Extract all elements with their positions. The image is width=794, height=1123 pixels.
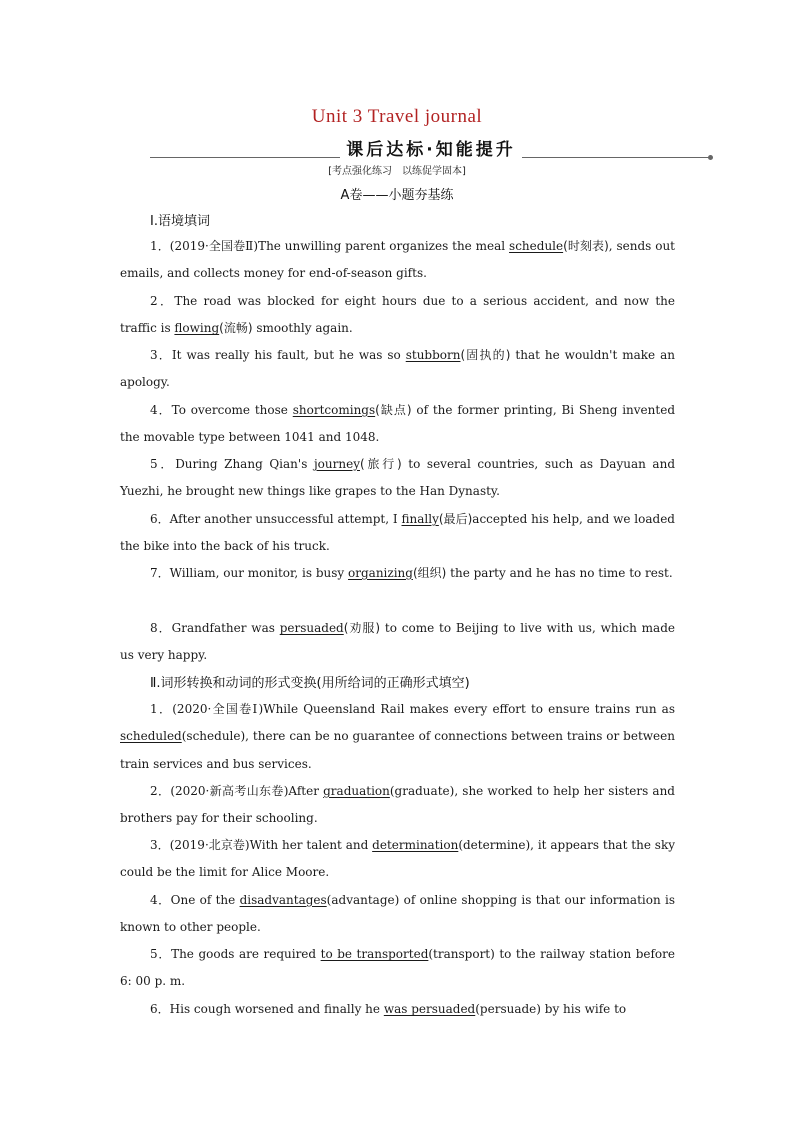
question-text: 4．One of the xyxy=(150,893,240,907)
answer-blank: organizing xyxy=(348,566,413,580)
question-item xyxy=(120,832,675,887)
question-text: that he wouldn't make an apology. xyxy=(120,348,675,390)
answer-blank: journey xyxy=(313,457,360,471)
hint: (劝服) xyxy=(343,621,381,635)
question-text: to come to Beijing to live with us, which made us very happy. xyxy=(120,621,675,663)
answer-blank: was persuaded xyxy=(383,1002,476,1016)
question-text: 2．(2020·新高考山东卷)After xyxy=(150,784,324,798)
question-text: 4．To overcome those xyxy=(150,403,293,417)
question-text: 5．During Zhang Qian's xyxy=(150,457,314,471)
question-text: 2．The road was blocked for eight hours due to a serious accident, and now the traffic is xyxy=(120,294,675,336)
question-text: , sends out emails, and collects money for end-of-season gifts. xyxy=(120,239,676,281)
question-item xyxy=(120,696,675,778)
question-text: 3．It was really his fault, but he was so xyxy=(150,348,406,362)
answer-blank: stubborn xyxy=(405,348,461,362)
question-item xyxy=(120,778,675,833)
question-text: , she worked to help her sisters and brothers pay for their schooling. xyxy=(120,784,675,826)
question-item xyxy=(120,397,675,452)
question-text: 6．His cough worsened and finally he xyxy=(150,1002,384,1016)
question-item xyxy=(120,288,675,343)
question-text: 5．The goods are required xyxy=(150,947,321,961)
hint: (流畅) xyxy=(219,321,253,336)
answer-blank: to be transported xyxy=(320,947,429,961)
question-text: of the former printing, Bi Sheng invented the movable type between 1041 and 1048. xyxy=(120,403,675,445)
question-item xyxy=(120,233,675,288)
hint: (persuade) xyxy=(475,1002,541,1016)
question-text: 8．Grandfather was xyxy=(150,621,280,635)
hint: (transport) xyxy=(428,947,495,961)
hint: (determine) xyxy=(458,838,531,852)
question-item xyxy=(120,342,675,397)
answer-blank: graduation xyxy=(323,784,390,798)
question-text: accepted his help, and we loaded the bike into the back of his truck. xyxy=(120,512,675,554)
hint: (schedule) xyxy=(181,729,246,744)
question-text: 6．After another unsuccessful attempt, I xyxy=(150,512,402,526)
question-text: to the railway station before 6: 00 p. m. xyxy=(120,947,675,989)
unit-title: Unit 3 Travel journal xyxy=(311,106,483,127)
answer-blank: finally xyxy=(401,512,439,526)
question-text: to several countries, such as Dayuan and Yuezhi, he brought new things like grapes to the Han Dynasty. xyxy=(120,457,675,499)
hint: (graduate) xyxy=(389,784,455,798)
answer-blank: determination xyxy=(372,838,459,852)
question-text: 1．(2020·全国卷Ⅰ)While Queensland Rail makes every effort to ensure trains run as xyxy=(150,702,675,716)
question-item xyxy=(120,451,675,506)
hint: (advantage) xyxy=(326,893,400,907)
section-subtitle: 课后达标·知能提升 xyxy=(340,140,521,160)
answer-blank: scheduled xyxy=(120,729,182,744)
hint: (旅行) xyxy=(359,457,402,471)
subtitle-banner xyxy=(150,135,712,165)
hint: (固执的) xyxy=(460,348,511,362)
question-item xyxy=(120,887,675,942)
question-text: of online shopping is that our information is known to other people. xyxy=(120,893,675,935)
question-text: 1．(2019·全国卷Ⅱ)The unwilling parent organizes the meal xyxy=(150,239,510,253)
question-item xyxy=(120,506,675,561)
answer-blank: flowing xyxy=(174,321,220,336)
question-text: , it appears that the sky could be the limit for Alice Moore. xyxy=(120,838,675,880)
question-item xyxy=(120,941,675,996)
answer-blank: shortcomings xyxy=(292,403,376,417)
answer-blank: disadvantages xyxy=(239,893,327,907)
question-item xyxy=(120,615,675,670)
hint: (最后) xyxy=(438,512,473,526)
question-text: by his wife to xyxy=(540,1002,627,1016)
answer-blank: persuaded xyxy=(279,621,344,635)
hint: (缺点) xyxy=(375,403,412,417)
hint: (组织) xyxy=(412,566,447,580)
answer-blank: schedule xyxy=(509,239,564,253)
question-text: 3．(2019·北京卷)With her talent and xyxy=(150,838,373,852)
question-text: the party and he has no time to rest. xyxy=(446,566,673,580)
section-a-title: A卷——小题夯基练 xyxy=(340,188,454,203)
part2-heading: Ⅱ.词形转换和动词的形式变换(用所给词的正确形式填空) xyxy=(150,676,470,691)
hint: (时刻表) xyxy=(563,239,609,253)
tagline: [考点强化练习 以练促学固本] xyxy=(328,166,466,177)
question-item xyxy=(120,996,675,1023)
part1-heading: Ⅰ.语境填词 xyxy=(150,214,210,229)
question-item xyxy=(120,560,675,587)
question-text: , there can be no guarantee of connections between trains or between train services and bus services. xyxy=(120,729,675,771)
question-text: smoothly again. xyxy=(252,321,353,336)
question-text: 7．William, our monitor, is busy xyxy=(150,566,349,580)
